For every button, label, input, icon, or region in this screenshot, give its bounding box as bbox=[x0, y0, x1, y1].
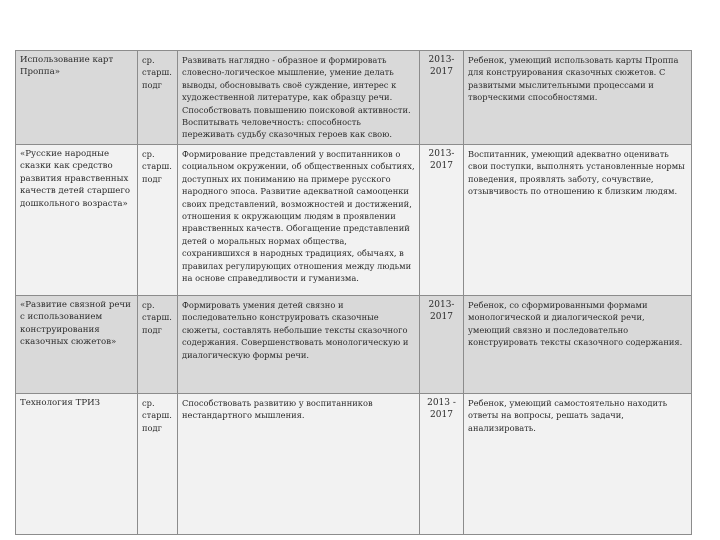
years-cell: 2013 - 2017 bbox=[420, 394, 464, 535]
table-row bbox=[16, 145, 692, 296]
goals-cell: Развивать наглядно - образное и формировать словесно-логическое мышление, умение делать выводы, обосновывать своё суждение, интерес к художественной литературе, как образцу речи. Способствовать повышению поисковой активности. Воспитывать человечность: способность переживать судьбу сказочных героев как свою. bbox=[178, 51, 420, 145]
result-cell: Ребенок, со сформированными формами монологической и диалогической речи, умеющий связно и последовательно конструировать тексты сказочного содержания. bbox=[464, 296, 692, 394]
years-cell: 2013-2017 bbox=[420, 51, 464, 145]
program-name-cell: Технология ТРИЗ bbox=[16, 394, 138, 535]
table-row bbox=[16, 51, 692, 145]
table-row bbox=[16, 394, 692, 535]
group-cell: ср. старш. подг bbox=[138, 51, 178, 145]
table-row bbox=[16, 296, 692, 394]
program-name-cell: Использование карт Проппа» bbox=[16, 51, 138, 145]
result-cell: Воспитанник, умеющий адекватно оценивать свои поступки, выполнять установленные нормы поведения, проявлять заботу, сочувствие, отзывчивость по отношению к близким людям. bbox=[464, 145, 692, 296]
group-cell: ср. старш. подг bbox=[138, 394, 178, 535]
goals-cell: Формирование представлений у воспитанников о социальном окружении, об общественных событиях, доступных их пониманию на примере русского народного эпоса. Развитие адекватной самооценки своих представлений, возможностей и достижений, отношения к окружающим людям в проявлении нравственных качеств. Обогащение представлений детей о моральных нормах общества, сохранившихся в народных традициях, обычаях, в правилах регулирующих отношения между людьми на основе справедливости и гуманизма. bbox=[178, 145, 420, 296]
program-name-cell: «Русские народные сказки как средство развития нравственных качеств детей старшего дошкольного возраста» bbox=[16, 145, 138, 296]
result-cell: Ребенок, умеющий самостоятельно находить ответы на вопросы, решать задачи, анализировать. bbox=[464, 394, 692, 535]
programs-table bbox=[15, 50, 692, 535]
group-cell: ср. старш. подг bbox=[138, 145, 178, 296]
goals-cell: Способствовать развитию у воспитанников нестандартного мышления. bbox=[178, 394, 420, 535]
result-cell: Ребенок, умеющий использовать карты Проппа для конструирования сказочных сюжетов. С развитыми мыслительными процессами и творческими способностями. bbox=[464, 51, 692, 145]
goals-cell: Формировать умения детей связно и последовательно конструировать сказочные сюжеты, составлять небольшие тексты сказочного содержания. Совершенствовать монологическую и диалогическую формы речи. bbox=[178, 296, 420, 394]
group-cell: ср. старш. подг bbox=[138, 296, 178, 394]
years-cell: 2013-2017 bbox=[420, 145, 464, 296]
program-name-cell: «Развитие связной речи с использованием конструирования сказочных сюжетов» bbox=[16, 296, 138, 394]
years-cell: 2013-2017 bbox=[420, 296, 464, 394]
